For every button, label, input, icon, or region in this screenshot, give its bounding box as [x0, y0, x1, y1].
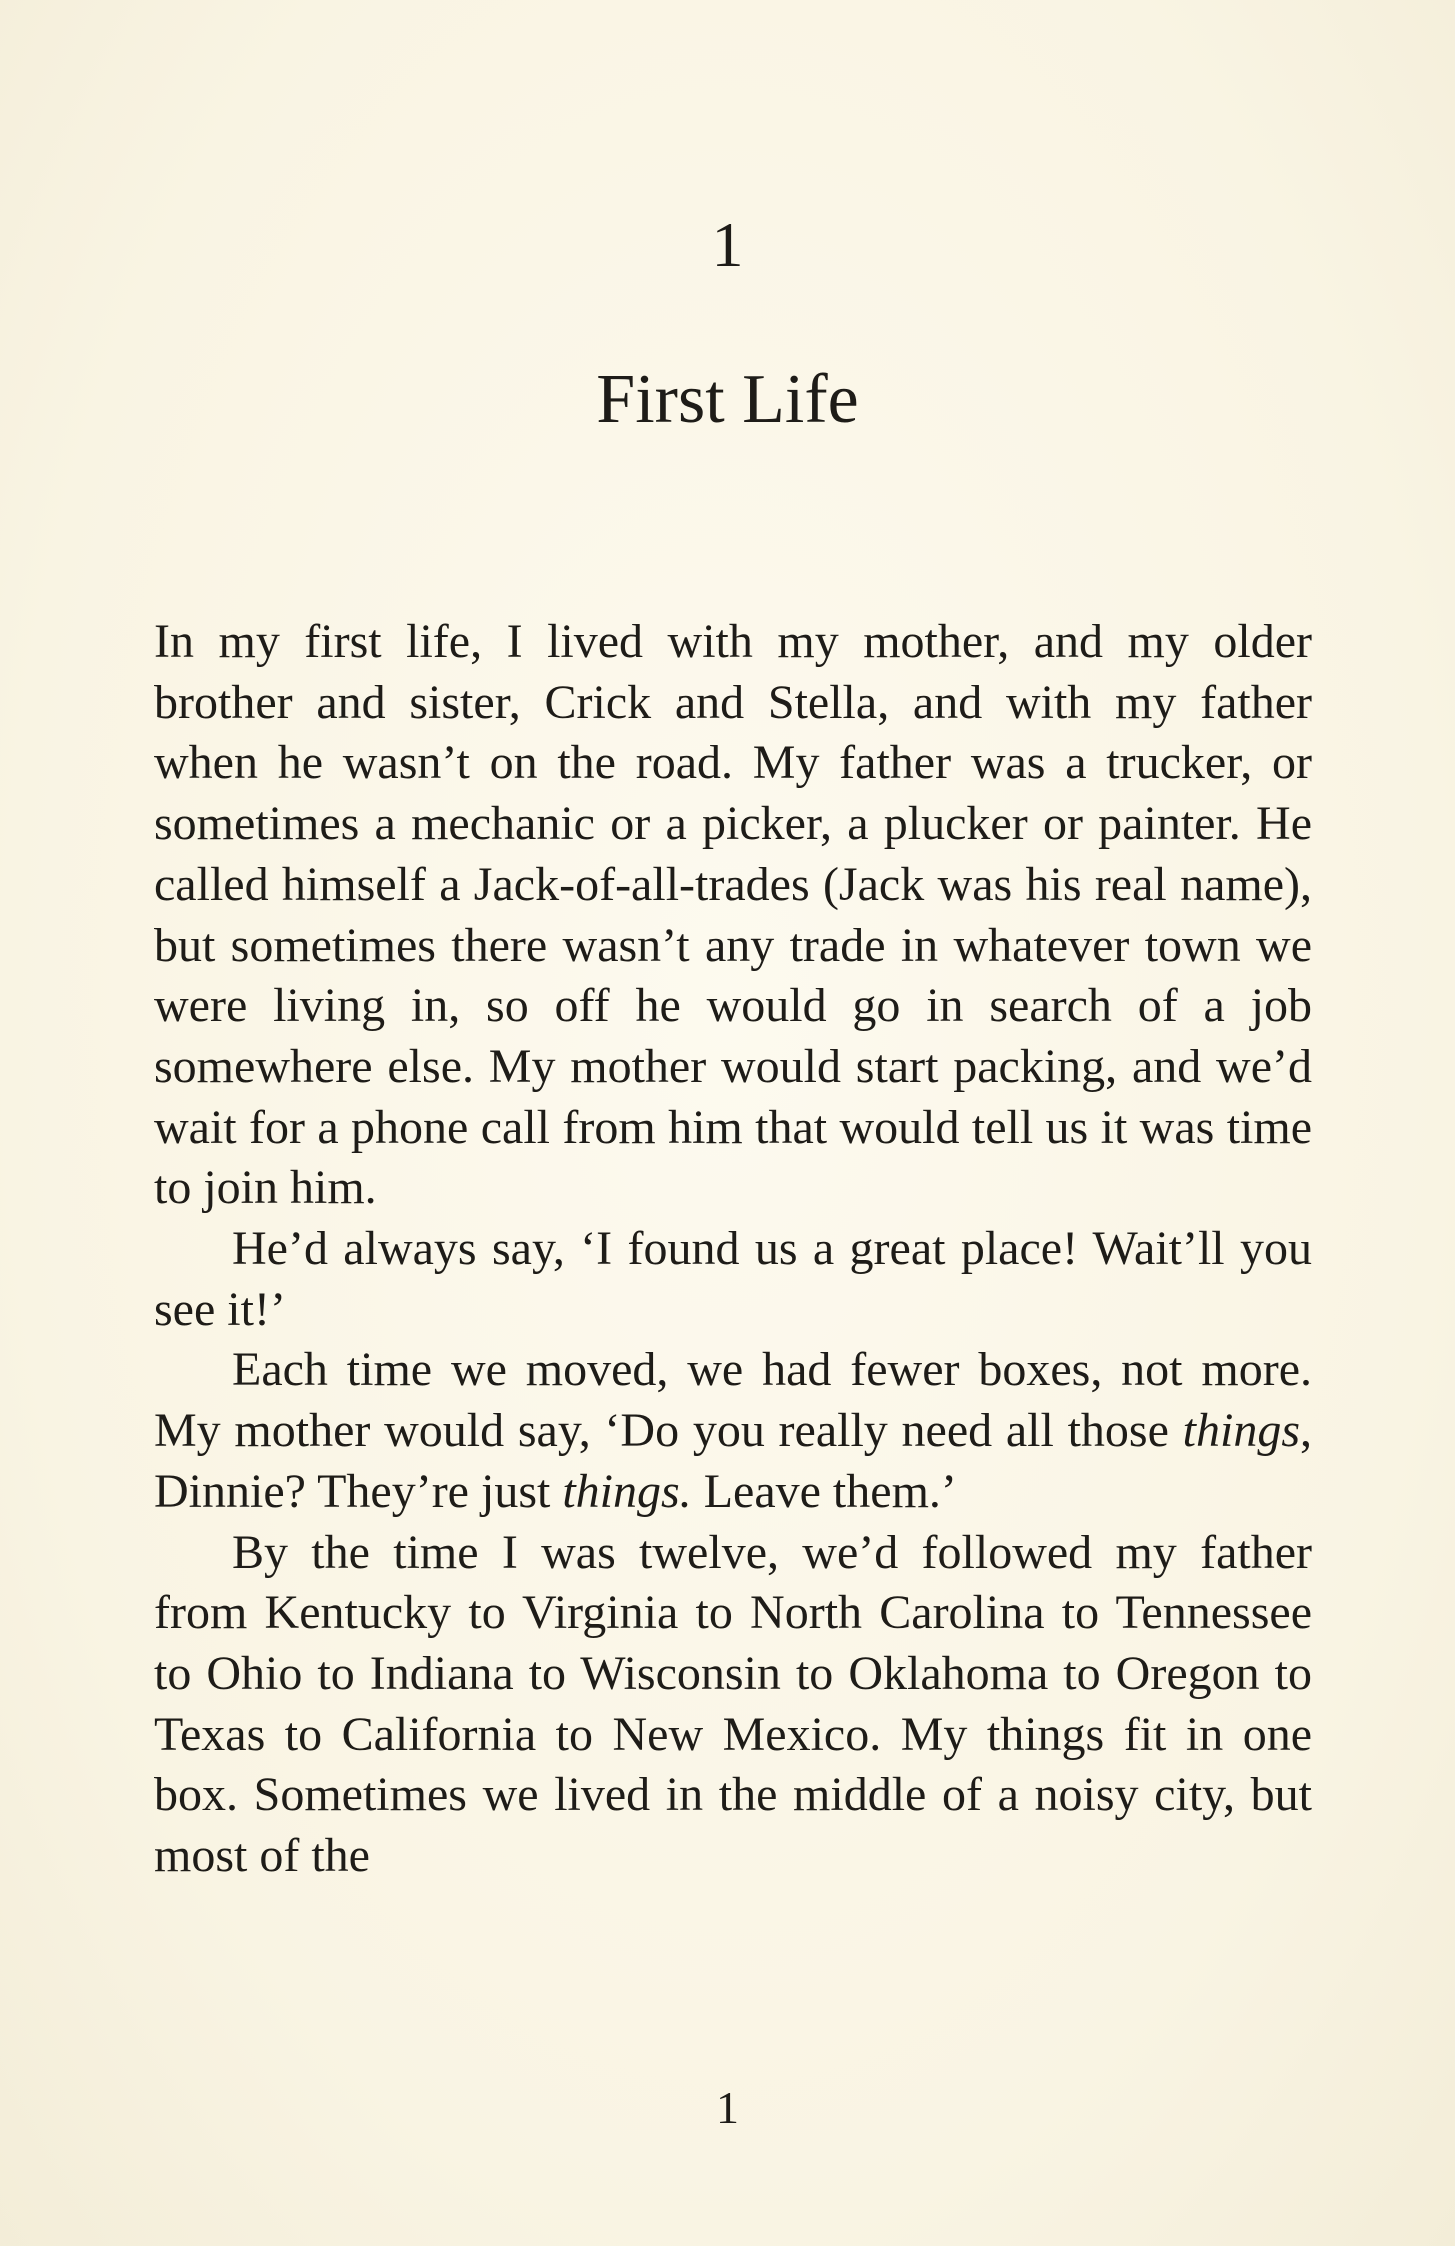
- italic-text-run: things.: [562, 1464, 692, 1518]
- text-run: , Dinnie? They’re just: [154, 1404, 1312, 1518]
- text-run: By the time I was twelve, we’d followed my father from Kentucky to Virginia to North Carolina to Tennessee to Ohio to Indiana to Wisconsin to Oklahoma to Oregon to Texas to California to New Mexico. My things fit in one box. Sometimes we lived in the middle of a noisy city, but most of the: [154, 1525, 1312, 1883]
- text-run: Leave them.’: [691, 1464, 957, 1518]
- body-text: [154, 612, 1312, 1887]
- text-run: In my first life, I lived with my mother, and my older brother and sister, Crick and Stella, and with my father when he wasn’t on the road. My father was a trucker, or sometimes a mechanic or a picker, a plucker or painter. He called himself a Jack-of-all-trades (Jack was his real name), but sometimes there wasn’t any trade in whatever town we were living in, so off he would go in search of a job somewhere else. My mother would start packing, and we’d wait for a phone call from him that would tell us it was time to join him.: [154, 615, 1312, 1215]
- page-number: 1: [716, 2082, 739, 2133]
- text-run: Each time we moved, we had fewer boxes, not more. My mother would say, ‘Do you really need all those: [154, 1343, 1312, 1458]
- italic-text-run: things: [1182, 1404, 1300, 1458]
- chapter-number: 1: [711, 209, 744, 280]
- text-run: He’d always say, ‘I found us a great place! Wait’ll you see it!’: [154, 1222, 1312, 1336]
- paragraph: [154, 1523, 1312, 1887]
- paragraph: [154, 612, 1312, 1219]
- chapter-title: First Life: [596, 361, 859, 438]
- paragraph: [154, 1340, 1312, 1522]
- paragraph: [154, 1219, 1312, 1340]
